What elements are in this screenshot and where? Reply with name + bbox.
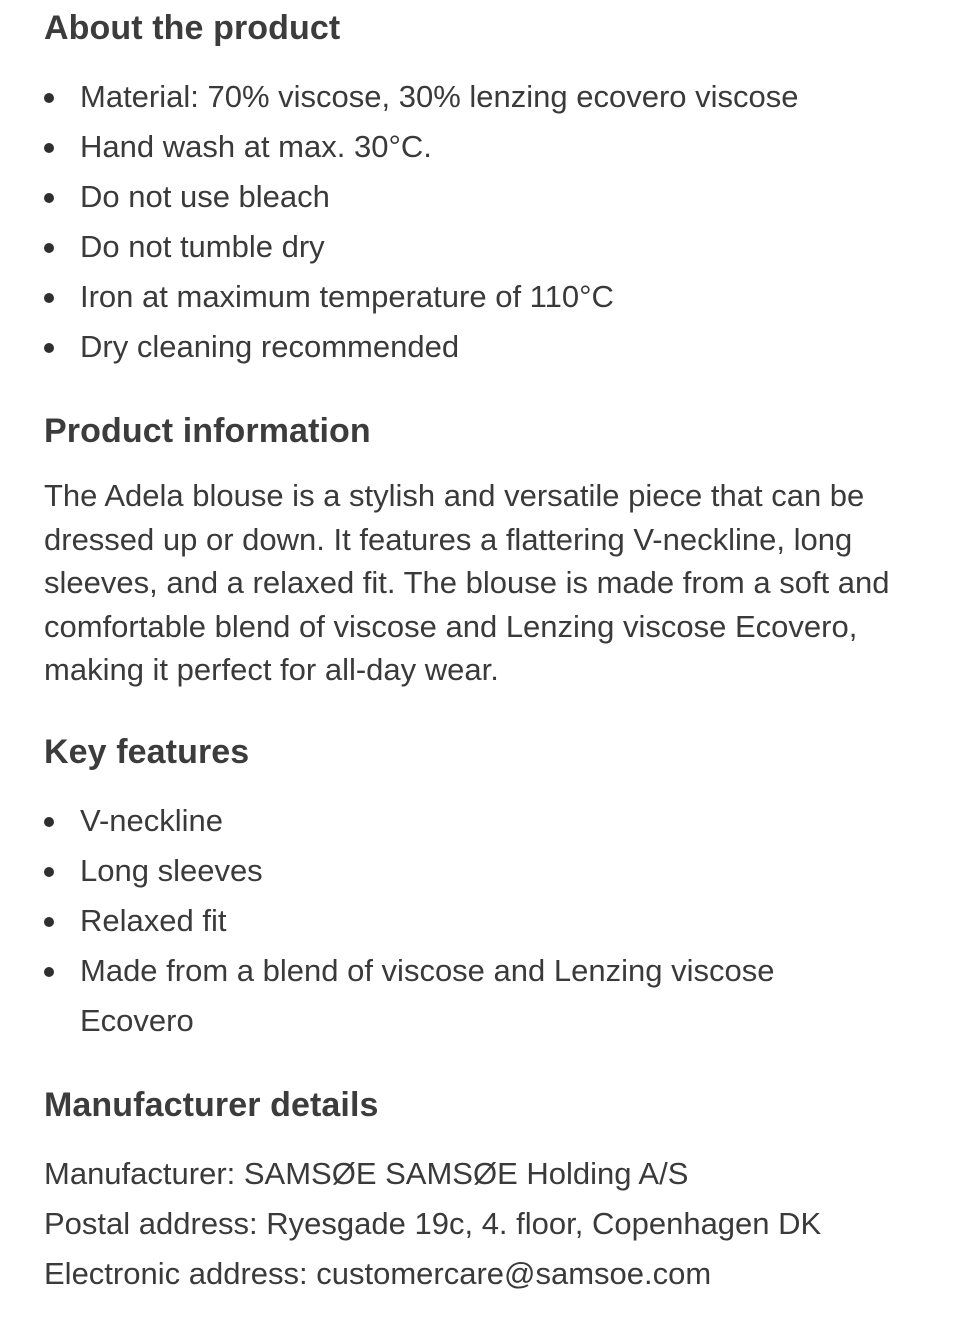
product-information-heading: Product information	[44, 412, 371, 450]
postal-address: Postal address: Ryesgade 19c, 4. floor, Copenhagen DK	[44, 1206, 822, 1241]
list-item-iron-temperature: Iron at maximum temperature of 110°C	[44, 272, 930, 322]
about-product-list	[44, 72, 930, 372]
manufacturer-details-heading: Manufacturer details	[44, 1086, 379, 1124]
electronic-address: Electronic address: customercare@samsoe.com	[44, 1256, 712, 1291]
product-information-text: The Adela blouse is a stylish and versatile piece that can be dressed up or down. It features a flattering V-neckline, long sleeves, and a relaxed fit. The blouse is made from a soft and comfortable blend of viscose and Lenzing viscose Ecovero, making it perfect for all-day wear.	[44, 478, 890, 687]
manufacturer-name: Manufacturer: SAMSØE SAMSØE Holding A/S	[44, 1156, 689, 1191]
list-item-dry-cleaning: Dry cleaning recommended	[44, 322, 930, 372]
key-features-heading: Key features	[44, 733, 250, 771]
key-features-list	[44, 796, 840, 1046]
list-item-long-sleeves: Long sleeves	[44, 846, 840, 896]
list-item-relaxed-fit: Relaxed fit	[44, 896, 840, 946]
about-product-heading: About the product	[44, 9, 341, 47]
list-item-no-tumble-dry: Do not tumble dry	[44, 222, 930, 272]
list-item-no-bleach: Do not use bleach	[44, 172, 930, 222]
manufacturer-details	[44, 1149, 930, 1299]
list-item-v-neckline: V-neckline	[44, 796, 840, 846]
list-item-blend: Made from a blend of viscose and Lenzing viscose Ecovero	[44, 946, 840, 1046]
list-item-hand-wash: Hand wash at max. 30°C.	[44, 122, 930, 172]
list-item-material: Material: 70% viscose, 30% lenzing ecovero viscose	[44, 72, 930, 122]
